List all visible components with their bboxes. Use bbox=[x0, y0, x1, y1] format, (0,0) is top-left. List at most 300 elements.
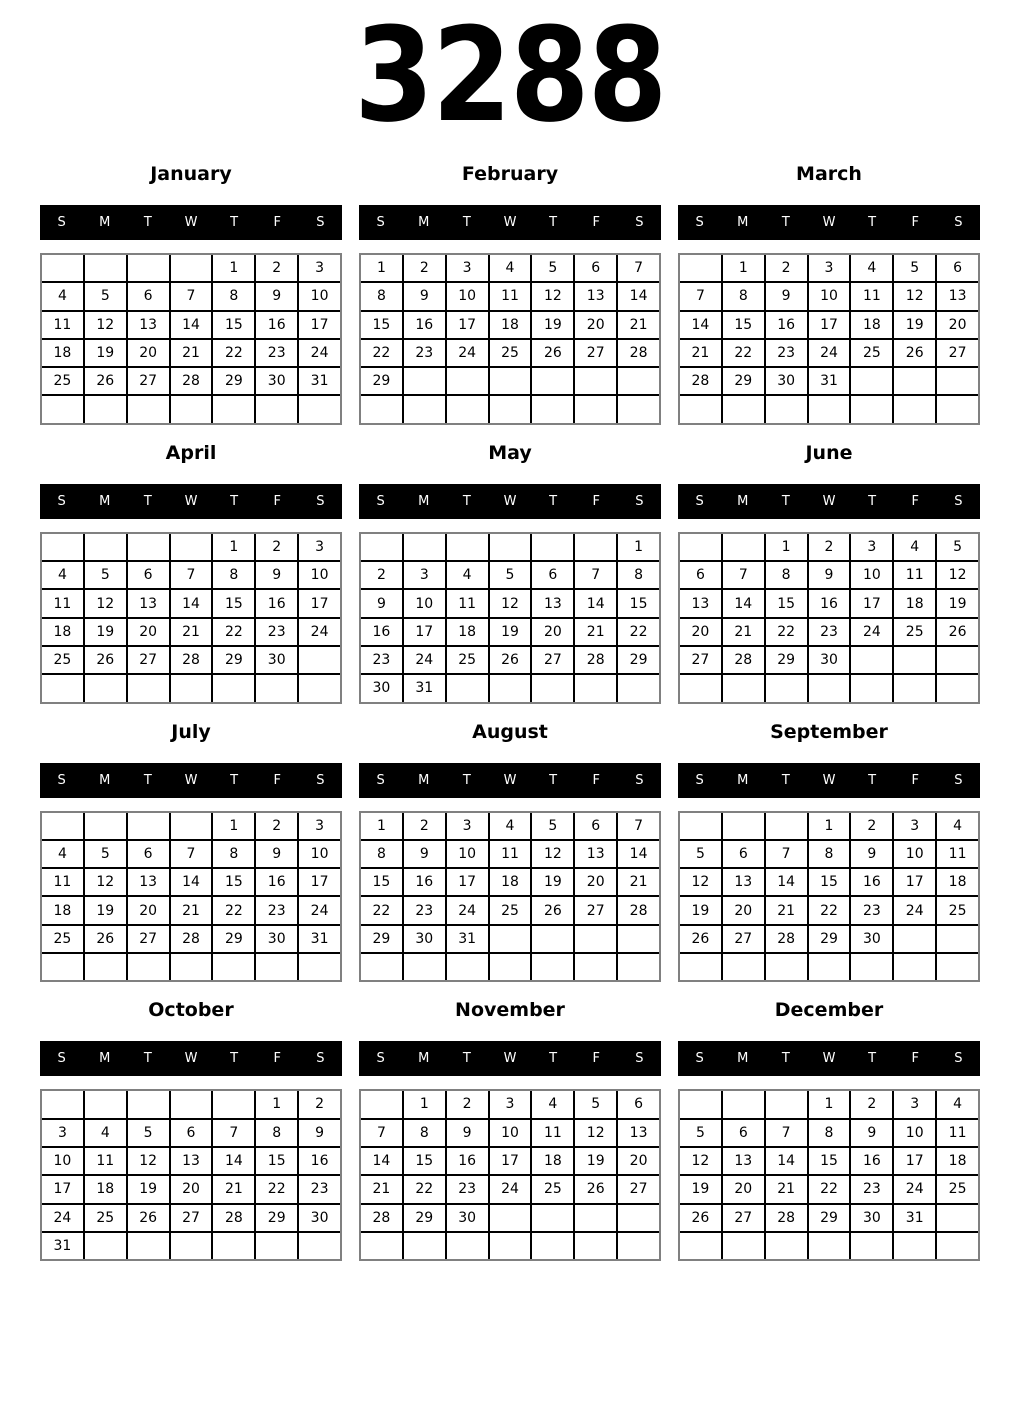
day-cell: 21 bbox=[766, 1176, 807, 1202]
day-cell: 4 bbox=[447, 562, 488, 588]
day-cell: 24 bbox=[894, 897, 935, 923]
day-cell: 26 bbox=[532, 897, 573, 923]
day-cell bbox=[766, 675, 807, 701]
day-cell bbox=[894, 396, 935, 422]
day-cell: 11 bbox=[937, 841, 978, 867]
day-cell: 17 bbox=[490, 1148, 531, 1174]
day-cell: 15 bbox=[213, 869, 254, 895]
day-cell: 16 bbox=[851, 869, 892, 895]
day-cell: 13 bbox=[937, 283, 978, 309]
day-cell: 6 bbox=[723, 1120, 764, 1146]
day-cell: 13 bbox=[128, 312, 169, 338]
day-cell bbox=[85, 813, 126, 839]
day-cell: 24 bbox=[299, 897, 340, 923]
day-cell bbox=[42, 954, 83, 980]
day-cell: 13 bbox=[575, 841, 616, 867]
weekday-label: S bbox=[954, 1051, 963, 1067]
weekday-label: S bbox=[316, 1051, 325, 1067]
weekday-label: S bbox=[316, 215, 325, 230]
day-cell bbox=[213, 1091, 254, 1117]
day-cell bbox=[490, 926, 531, 952]
day-cell: 2 bbox=[299, 1091, 340, 1117]
day-cell: 6 bbox=[937, 255, 978, 281]
day-cell: 25 bbox=[851, 340, 892, 366]
weekday-label: F bbox=[592, 493, 601, 509]
month-block bbox=[678, 998, 980, 1261]
day-cell: 21 bbox=[618, 312, 659, 338]
day-cell: 17 bbox=[894, 869, 935, 895]
day-cell: 28 bbox=[361, 1205, 402, 1231]
day-cell: 1 bbox=[404, 1091, 445, 1117]
day-cell bbox=[723, 1091, 764, 1117]
day-cell: 30 bbox=[256, 368, 297, 394]
day-cell: 3 bbox=[299, 813, 340, 839]
day-cell: 29 bbox=[766, 647, 807, 673]
weekday-label: W bbox=[184, 493, 198, 509]
day-cell: 8 bbox=[256, 1120, 297, 1146]
day-cell: 3 bbox=[809, 255, 850, 281]
day-cell: 21 bbox=[171, 897, 212, 923]
day-cell: 25 bbox=[490, 897, 531, 923]
day-cell: 9 bbox=[256, 841, 297, 867]
day-cell bbox=[256, 675, 297, 701]
day-cell: 18 bbox=[937, 1148, 978, 1174]
day-cell: 12 bbox=[532, 283, 573, 309]
day-cell: 18 bbox=[42, 619, 83, 645]
day-cell: 11 bbox=[42, 869, 83, 895]
day-cell: 25 bbox=[894, 619, 935, 645]
day-cell: 6 bbox=[618, 1091, 659, 1117]
day-cell: 25 bbox=[42, 368, 83, 394]
day-cell: 6 bbox=[723, 841, 764, 867]
day-cell: 2 bbox=[361, 562, 402, 588]
day-cell: 24 bbox=[447, 897, 488, 923]
day-cell: 27 bbox=[723, 926, 764, 952]
day-cell bbox=[213, 675, 254, 701]
day-cell: 23 bbox=[256, 340, 297, 366]
day-cell: 28 bbox=[723, 647, 764, 673]
day-cell: 31 bbox=[404, 675, 445, 701]
weekday-label: W bbox=[822, 1051, 836, 1067]
day-cell: 19 bbox=[937, 590, 978, 616]
month-title: November bbox=[455, 999, 565, 1022]
day-cell: 5 bbox=[575, 1091, 616, 1117]
day-cell: 15 bbox=[213, 312, 254, 338]
day-cell bbox=[575, 396, 616, 422]
day-cell: 26 bbox=[85, 926, 126, 952]
weekday-label: S bbox=[376, 493, 385, 509]
day-cell: 26 bbox=[937, 619, 978, 645]
day-cell bbox=[490, 1205, 531, 1231]
day-cell bbox=[299, 954, 340, 980]
day-cell: 12 bbox=[85, 869, 126, 895]
month-block bbox=[678, 441, 980, 704]
weekday-label: F bbox=[592, 215, 601, 230]
day-cell: 18 bbox=[447, 619, 488, 645]
day-cell: 17 bbox=[299, 312, 340, 338]
weekday-label: T bbox=[230, 493, 239, 509]
day-cell: 16 bbox=[256, 590, 297, 616]
day-cell bbox=[171, 954, 212, 980]
day-cell bbox=[618, 1233, 659, 1259]
day-cell: 10 bbox=[894, 841, 935, 867]
weekday-header bbox=[40, 763, 342, 798]
weekday-label: S bbox=[695, 215, 704, 230]
day-cell: 22 bbox=[256, 1176, 297, 1202]
day-cell bbox=[42, 396, 83, 422]
weekday-label: T bbox=[549, 1051, 558, 1067]
day-cell bbox=[128, 675, 169, 701]
day-cell: 30 bbox=[851, 1205, 892, 1231]
weekday-header bbox=[40, 484, 342, 519]
day-cell bbox=[42, 675, 83, 701]
weekday-label: S bbox=[57, 1051, 66, 1067]
weekday-label: M bbox=[737, 772, 749, 788]
day-cell: 14 bbox=[361, 1148, 402, 1174]
day-cell: 30 bbox=[361, 675, 402, 701]
day-cell bbox=[809, 954, 850, 980]
weekday-header bbox=[40, 205, 342, 240]
day-cell bbox=[723, 534, 764, 560]
weekday-label: T bbox=[868, 772, 877, 788]
day-cell: 20 bbox=[171, 1176, 212, 1202]
day-cell: 11 bbox=[490, 283, 531, 309]
day-cell: 18 bbox=[490, 312, 531, 338]
weekday-label: W bbox=[822, 215, 836, 230]
day-cell: 9 bbox=[404, 841, 445, 867]
month-title: March bbox=[796, 163, 862, 185]
weekday-header bbox=[40, 1041, 342, 1076]
weekday-label: M bbox=[99, 493, 111, 509]
day-cell: 1 bbox=[766, 534, 807, 560]
day-cell: 2 bbox=[809, 534, 850, 560]
day-cell bbox=[128, 396, 169, 422]
day-cell bbox=[85, 396, 126, 422]
day-cell: 14 bbox=[618, 841, 659, 867]
day-cell: 27 bbox=[680, 647, 721, 673]
weekday-label: S bbox=[635, 1051, 644, 1067]
day-cell: 14 bbox=[213, 1148, 254, 1174]
day-cell: 22 bbox=[404, 1176, 445, 1202]
day-cell: 12 bbox=[937, 562, 978, 588]
day-cell: 7 bbox=[680, 283, 721, 309]
days-grid bbox=[40, 811, 342, 983]
weekday-label: T bbox=[143, 215, 152, 230]
day-cell: 3 bbox=[42, 1120, 83, 1146]
day-cell: 10 bbox=[42, 1148, 83, 1174]
day-cell bbox=[766, 396, 807, 422]
weekday-label: S bbox=[316, 772, 325, 788]
day-cell: 3 bbox=[894, 813, 935, 839]
weekday-label: T bbox=[462, 772, 471, 788]
day-cell: 7 bbox=[361, 1120, 402, 1146]
day-cell bbox=[213, 396, 254, 422]
weekday-label: S bbox=[57, 493, 66, 509]
day-cell: 25 bbox=[532, 1176, 573, 1202]
day-cell bbox=[361, 954, 402, 980]
day-cell: 31 bbox=[894, 1205, 935, 1231]
days-grid bbox=[40, 1089, 342, 1261]
day-cell bbox=[256, 954, 297, 980]
day-cell: 12 bbox=[85, 590, 126, 616]
day-cell bbox=[680, 534, 721, 560]
day-cell: 3 bbox=[299, 255, 340, 281]
day-cell: 29 bbox=[723, 368, 764, 394]
day-cell bbox=[618, 954, 659, 980]
day-cell: 26 bbox=[128, 1205, 169, 1231]
weekday-label: S bbox=[376, 215, 385, 230]
day-cell bbox=[404, 534, 445, 560]
day-cell: 13 bbox=[128, 590, 169, 616]
day-cell: 29 bbox=[361, 368, 402, 394]
day-cell bbox=[532, 954, 573, 980]
day-cell bbox=[937, 647, 978, 673]
day-cell: 23 bbox=[809, 619, 850, 645]
day-cell: 19 bbox=[85, 897, 126, 923]
weekday-label: S bbox=[695, 772, 704, 788]
month-block bbox=[40, 998, 342, 1261]
day-cell bbox=[723, 954, 764, 980]
day-cell bbox=[575, 675, 616, 701]
day-cell: 18 bbox=[851, 312, 892, 338]
day-cell: 4 bbox=[490, 255, 531, 281]
weekday-label: M bbox=[99, 772, 111, 788]
day-cell bbox=[937, 926, 978, 952]
day-cell bbox=[723, 675, 764, 701]
day-cell: 9 bbox=[447, 1120, 488, 1146]
weekday-label: T bbox=[143, 1051, 152, 1067]
weekday-label: S bbox=[695, 1051, 704, 1067]
day-cell: 1 bbox=[809, 813, 850, 839]
day-cell: 5 bbox=[532, 813, 573, 839]
month-block bbox=[40, 162, 342, 425]
day-cell: 24 bbox=[490, 1176, 531, 1202]
day-cell: 28 bbox=[171, 368, 212, 394]
day-cell bbox=[447, 675, 488, 701]
day-cell: 22 bbox=[213, 897, 254, 923]
day-cell: 5 bbox=[85, 562, 126, 588]
day-cell bbox=[171, 396, 212, 422]
day-cell bbox=[213, 1233, 254, 1259]
weekday-label: T bbox=[230, 215, 239, 230]
day-cell: 27 bbox=[128, 647, 169, 673]
weekday-label: M bbox=[99, 1051, 111, 1067]
weekday-label: T bbox=[868, 215, 877, 230]
day-cell: 2 bbox=[766, 255, 807, 281]
weekday-label: T bbox=[462, 1051, 471, 1067]
day-cell: 21 bbox=[361, 1176, 402, 1202]
day-cell: 23 bbox=[851, 897, 892, 923]
day-cell bbox=[851, 954, 892, 980]
day-cell: 20 bbox=[128, 897, 169, 923]
month-title: February bbox=[461, 163, 559, 185]
day-cell: 27 bbox=[575, 340, 616, 366]
day-cell bbox=[171, 813, 212, 839]
day-cell: 7 bbox=[618, 255, 659, 281]
weekday-label: S bbox=[635, 772, 644, 788]
day-cell bbox=[618, 926, 659, 952]
day-cell: 16 bbox=[256, 869, 297, 895]
day-cell bbox=[404, 954, 445, 980]
day-cell bbox=[128, 1091, 169, 1117]
day-cell bbox=[575, 1233, 616, 1259]
month-title: December bbox=[774, 999, 884, 1022]
day-cell bbox=[680, 1233, 721, 1259]
day-cell: 9 bbox=[361, 590, 402, 616]
day-cell: 15 bbox=[809, 869, 850, 895]
day-cell bbox=[575, 1205, 616, 1231]
day-cell: 17 bbox=[809, 312, 850, 338]
day-cell: 1 bbox=[723, 255, 764, 281]
day-cell bbox=[851, 1233, 892, 1259]
weekday-label: M bbox=[418, 493, 430, 509]
day-cell: 29 bbox=[809, 926, 850, 952]
day-cell: 4 bbox=[42, 841, 83, 867]
weekday-label: T bbox=[781, 1051, 790, 1067]
day-cell: 31 bbox=[299, 926, 340, 952]
day-cell bbox=[851, 396, 892, 422]
days-grid bbox=[359, 253, 661, 425]
day-cell: 15 bbox=[723, 312, 764, 338]
day-cell: 7 bbox=[766, 841, 807, 867]
weekday-label: T bbox=[868, 1051, 877, 1067]
weekday-label: F bbox=[592, 772, 601, 788]
day-cell: 20 bbox=[680, 619, 721, 645]
weekday-label: F bbox=[911, 772, 920, 788]
day-cell: 26 bbox=[894, 340, 935, 366]
day-cell: 17 bbox=[851, 590, 892, 616]
day-cell: 16 bbox=[766, 312, 807, 338]
day-cell: 16 bbox=[404, 869, 445, 895]
day-cell: 31 bbox=[299, 368, 340, 394]
day-cell: 16 bbox=[851, 1148, 892, 1174]
weekday-label: T bbox=[781, 493, 790, 509]
day-cell: 15 bbox=[213, 590, 254, 616]
day-cell: 7 bbox=[575, 562, 616, 588]
day-cell bbox=[680, 255, 721, 281]
day-cell: 8 bbox=[766, 562, 807, 588]
day-cell: 30 bbox=[299, 1205, 340, 1231]
month-title: July bbox=[171, 720, 211, 743]
day-cell: 21 bbox=[171, 619, 212, 645]
weekday-label: M bbox=[418, 215, 430, 230]
weekday-label: F bbox=[273, 1051, 282, 1067]
day-cell: 28 bbox=[171, 647, 212, 673]
day-cell: 6 bbox=[532, 562, 573, 588]
day-cell bbox=[618, 396, 659, 422]
day-cell bbox=[299, 675, 340, 701]
day-cell bbox=[361, 1091, 402, 1117]
day-cell: 24 bbox=[42, 1205, 83, 1231]
day-cell bbox=[894, 675, 935, 701]
weekday-label: S bbox=[954, 493, 963, 509]
day-cell: 23 bbox=[404, 897, 445, 923]
day-cell: 20 bbox=[575, 869, 616, 895]
day-cell bbox=[85, 675, 126, 701]
day-cell: 8 bbox=[618, 562, 659, 588]
day-cell bbox=[85, 255, 126, 281]
day-cell: 6 bbox=[128, 562, 169, 588]
weekday-label: F bbox=[911, 215, 920, 230]
day-cell: 11 bbox=[532, 1120, 573, 1146]
day-cell bbox=[723, 1233, 764, 1259]
weekday-label: F bbox=[911, 493, 920, 509]
day-cell: 18 bbox=[85, 1176, 126, 1202]
day-cell: 20 bbox=[723, 1176, 764, 1202]
weekday-label: T bbox=[230, 1051, 239, 1067]
day-cell: 5 bbox=[937, 534, 978, 560]
day-cell bbox=[490, 1233, 531, 1259]
weekday-label: S bbox=[57, 772, 66, 788]
day-cell: 16 bbox=[361, 619, 402, 645]
day-cell: 29 bbox=[809, 1205, 850, 1231]
day-cell: 13 bbox=[723, 869, 764, 895]
day-cell: 10 bbox=[490, 1120, 531, 1146]
day-cell: 12 bbox=[680, 1148, 721, 1174]
weekday-label: S bbox=[376, 772, 385, 788]
day-cell: 29 bbox=[256, 1205, 297, 1231]
day-cell: 19 bbox=[85, 619, 126, 645]
day-cell: 5 bbox=[128, 1120, 169, 1146]
day-cell: 8 bbox=[213, 841, 254, 867]
day-cell: 19 bbox=[490, 619, 531, 645]
day-cell: 25 bbox=[42, 647, 83, 673]
weekday-label: T bbox=[549, 493, 558, 509]
day-cell: 9 bbox=[256, 283, 297, 309]
day-cell bbox=[575, 368, 616, 394]
day-cell: 14 bbox=[171, 312, 212, 338]
day-cell: 3 bbox=[404, 562, 445, 588]
day-cell: 24 bbox=[851, 619, 892, 645]
day-cell: 3 bbox=[447, 813, 488, 839]
day-cell: 14 bbox=[766, 869, 807, 895]
day-cell: 11 bbox=[490, 841, 531, 867]
day-cell bbox=[937, 368, 978, 394]
month-block bbox=[40, 720, 342, 983]
day-cell bbox=[851, 675, 892, 701]
day-cell: 28 bbox=[680, 368, 721, 394]
weekday-label: M bbox=[737, 1051, 749, 1067]
day-cell bbox=[894, 1233, 935, 1259]
weekday-label: T bbox=[781, 215, 790, 230]
weekday-label: T bbox=[230, 772, 239, 788]
day-cell: 23 bbox=[851, 1176, 892, 1202]
day-cell: 13 bbox=[723, 1148, 764, 1174]
day-cell bbox=[171, 1091, 212, 1117]
day-cell: 8 bbox=[361, 841, 402, 867]
day-cell: 20 bbox=[128, 340, 169, 366]
day-cell: 4 bbox=[42, 283, 83, 309]
day-cell bbox=[766, 813, 807, 839]
day-cell bbox=[361, 1233, 402, 1259]
day-cell: 5 bbox=[894, 255, 935, 281]
days-grid bbox=[359, 811, 661, 983]
day-cell bbox=[490, 675, 531, 701]
day-cell: 17 bbox=[299, 869, 340, 895]
day-cell: 12 bbox=[85, 312, 126, 338]
weekday-label: T bbox=[549, 772, 558, 788]
day-cell bbox=[532, 1205, 573, 1231]
day-cell bbox=[447, 1233, 488, 1259]
weekday-header bbox=[678, 484, 980, 519]
day-cell bbox=[723, 813, 764, 839]
month-block bbox=[40, 441, 342, 704]
day-cell: 4 bbox=[42, 562, 83, 588]
day-cell: 19 bbox=[128, 1176, 169, 1202]
day-cell: 26 bbox=[680, 1205, 721, 1231]
day-cell: 26 bbox=[575, 1176, 616, 1202]
day-cell: 31 bbox=[809, 368, 850, 394]
